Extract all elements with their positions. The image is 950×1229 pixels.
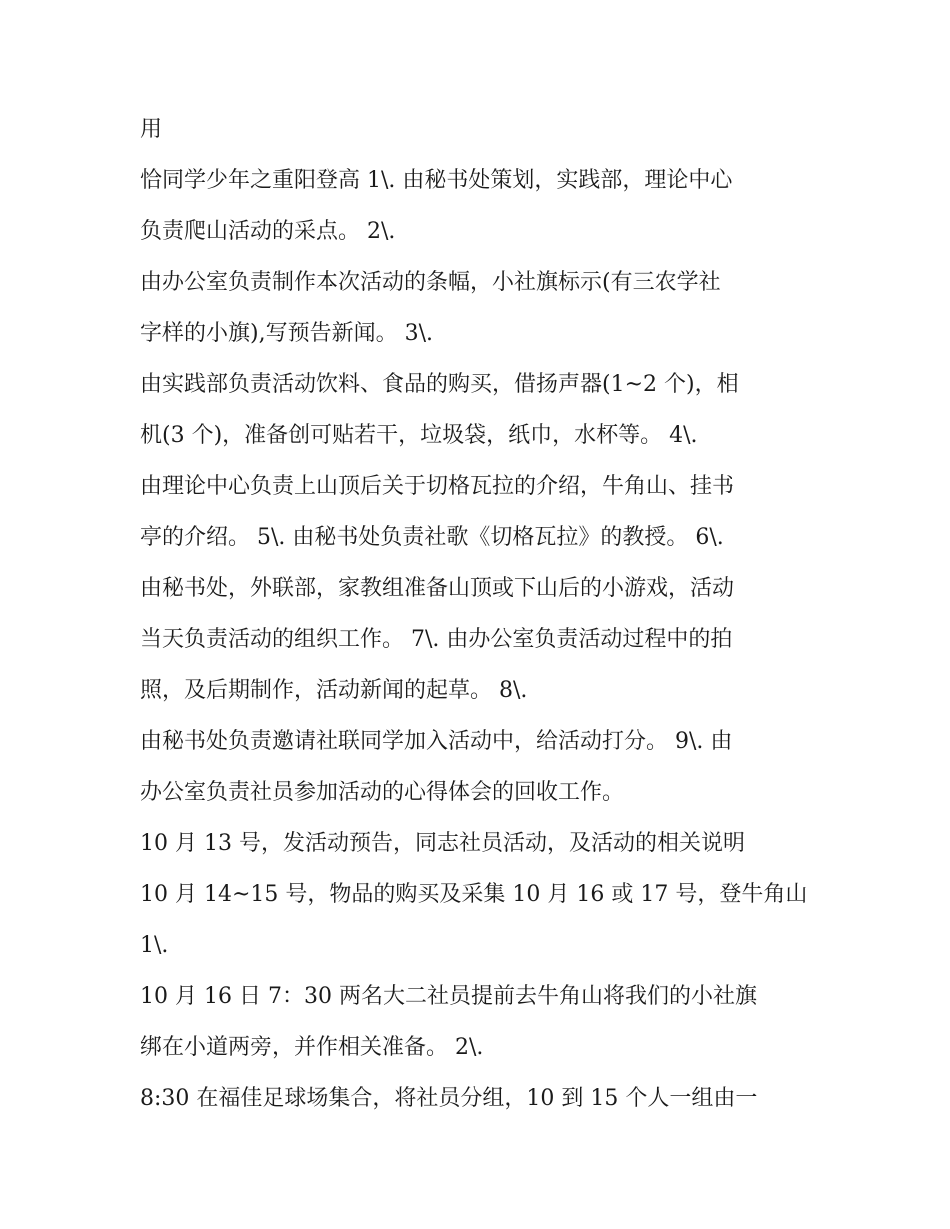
text-line: 由办公室负责制作本次活动的条幅，小社旗标示(有三农学社 bbox=[140, 270, 721, 295]
text-line: 8:30 在福佳足球场集合，将社员分组，10 到 15 个人一组由一 bbox=[140, 1086, 758, 1111]
text-line: 10 月 14~15 号，物品的购买及采集 10 月 16 或 17 号，登牛角山 bbox=[140, 882, 808, 907]
text-line: 10 月 16 日 7：30 两名大二社员提前去牛角山将我们的小社旗 bbox=[140, 984, 757, 1009]
text-line: 由秘书处负责邀请社联同学加入活动中，给活动打分。 9\. 由 bbox=[140, 729, 733, 754]
text-line: 1\. bbox=[140, 933, 169, 958]
text-line: 亭的介绍。 5\. 由秘书处负责社歌《切格瓦拉》的教授。 6\. bbox=[140, 525, 724, 550]
text-line: 机(3 个)，准备创可贴若干，垃圾袋，纸巾，水杯等。 4\. bbox=[140, 423, 698, 448]
text-line: 负责爬山活动的采点。 2\. bbox=[140, 219, 396, 244]
text-line: 10 月 13 号，发活动预告，同志社员活动，及活动的相关说明 bbox=[140, 831, 745, 856]
document-body bbox=[140, 104, 830, 1124]
text-line: 照，及后期制作，活动新闻的起草。 8\. bbox=[140, 678, 528, 703]
text-line: 办公室负责社员参加活动的心得体会的回收工作。 bbox=[140, 780, 625, 805]
text-line: 恰同学少年之重阳登高 1\. 由秘书处策划，实践部，理论中心 bbox=[140, 168, 733, 193]
text-line: 字样的小旗),写预告新闻。 3\. bbox=[140, 321, 433, 346]
text-line: 由秘书处，外联部，家教组准备山顶或下山后的小游戏，活动 bbox=[140, 576, 735, 601]
text-line: 用 bbox=[140, 117, 163, 142]
text-line: 当天负责活动的组织工作。 7\. 由办公室负责活动过程中的拍 bbox=[140, 627, 733, 652]
text-line: 由实践部负责活动饮料、食品的购买，借扬声器(1~2 个)，相 bbox=[140, 372, 739, 397]
text-line: 由理论中心负责上山顶后关于切格瓦拉的介绍，牛角山、挂书 bbox=[140, 474, 735, 499]
text-line: 绑在小道两旁，并作相关准备。 2\. bbox=[140, 1035, 484, 1060]
